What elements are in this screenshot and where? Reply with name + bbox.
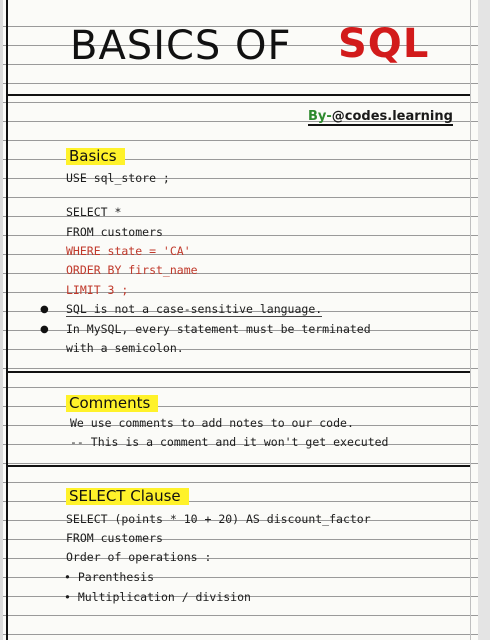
note-case-sensitivity: SQL is not a case-sensitive language. (66, 302, 323, 316)
comments-explanation: We use comments to add notes to our code. (70, 416, 354, 430)
page-title-accent: SQL (338, 21, 430, 67)
code-select-expression: SELECT (points * 10 + 20) AS discount_factor (66, 512, 371, 526)
author-byline (308, 110, 453, 126)
operation-parenthesis: Parenthesis (77, 570, 155, 584)
page-right-edge (478, 0, 490, 640)
order-of-operations-label: Order of operations : (66, 550, 212, 564)
code-use-statement: USE sql_store ; (66, 171, 170, 185)
code-where-line: WHERE state = 'CA' (66, 244, 191, 258)
code-from-line: FROM customers (66, 225, 163, 239)
margin-rule (6, 0, 8, 640)
list-item: • Parenthesis (64, 570, 155, 584)
code-select-line: SELECT * (66, 205, 122, 219)
code-order-line: ORDER BY first_name (66, 263, 198, 277)
byline-prefix: By- (308, 109, 332, 124)
section-heading-comments: Comments (66, 395, 158, 412)
section-divider (6, 94, 470, 96)
bullet-dot: ● (40, 324, 49, 335)
note-semicolon: In MySQL, every statement must be terminated (66, 322, 371, 336)
page-title: BASICS OF (70, 23, 292, 69)
list-item: • Multiplication / division (64, 590, 251, 604)
page-left-edge (0, 0, 3, 640)
note-semicolon-cont: with a semicolon. (66, 341, 184, 355)
section-divider (6, 371, 470, 373)
code-limit-line: LIMIT 3 ; (66, 283, 129, 297)
section-heading-select: SELECT Clause (66, 488, 189, 505)
section-heading-basics: Basics (66, 148, 125, 165)
section-divider (6, 465, 470, 467)
bullet-dot: ● (40, 304, 49, 315)
right-margin-rule (470, 0, 471, 640)
comments-example: -- This is a comment and it won't get executed (70, 435, 389, 449)
code-from-line: FROM customers (66, 531, 163, 545)
operation-multiplication-division: Multiplication / division (77, 590, 251, 604)
byline-handle: @codes.learning (331, 109, 453, 124)
